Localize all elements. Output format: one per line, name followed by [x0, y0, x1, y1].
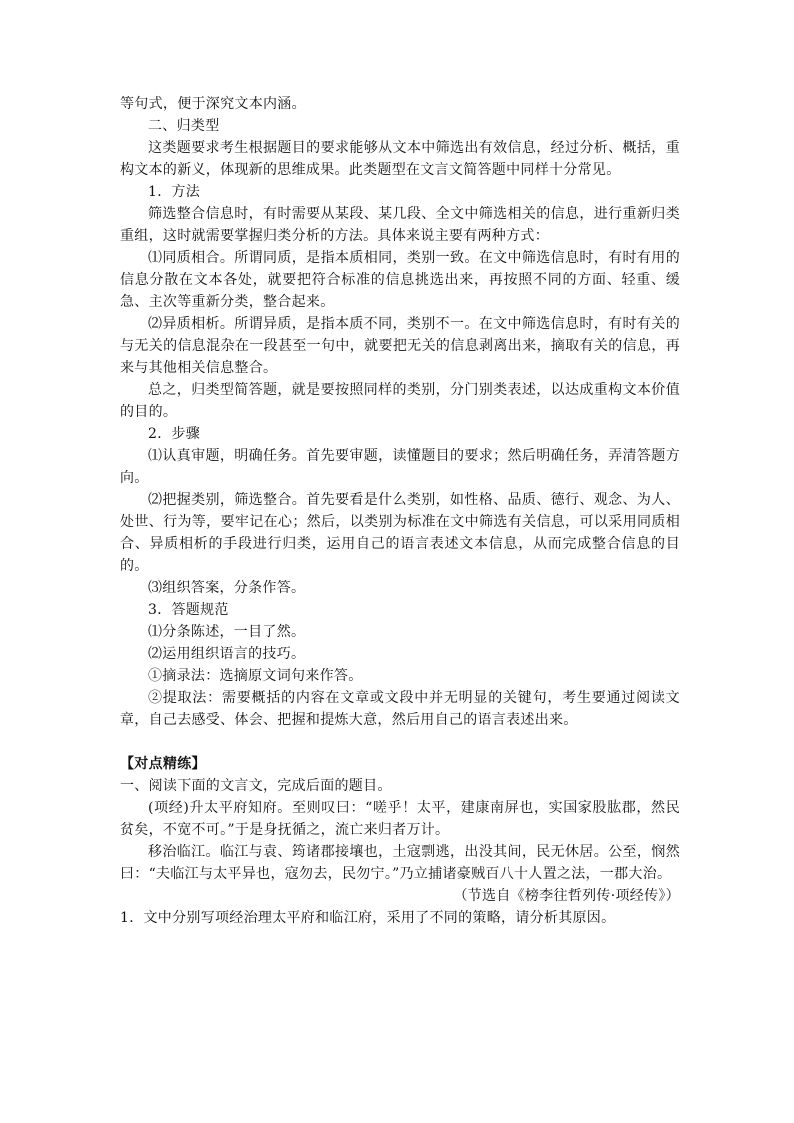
paragraph: ⑴认真审题，明确任务。首先要审题，读懂题目的要求；然后明确任务，弄清答题方向。 — [120, 448, 680, 486]
text-line: ⑵运用组织语言的技巧。 — [148, 646, 306, 662]
spacer — [120, 731, 680, 753]
question-text: 1．文中分别写项经治理太平府和临江府，采用了不同的策略，请分析其原因。 — [120, 910, 616, 926]
source-citation: （节选自《榜李往哲列传·项经传》） — [453, 888, 680, 904]
text-line: ⑴分条陈述，一目了然。 — [148, 624, 306, 640]
section-heading: 二、归类型 — [148, 118, 220, 134]
paragraph: 总之，归类型简答题，就是要按照同样的类别，分门别类表述，以达成重构文本价值的目的。 — [120, 382, 680, 420]
question-intro: 一、阅读下面的文言文，完成后面的题目。 — [120, 778, 392, 794]
practice-heading: 【对点精练】 — [120, 756, 206, 772]
paragraph: 这类题要求考生根据题目的要求能够从文本中筛选出有效信息，经过分析、概括，重构文本的新义，体现新的思维成果。此类题型在文言文简答题中同样十分常见。 — [120, 140, 680, 178]
subsection-heading: 1．方法 — [148, 184, 201, 200]
classical-passage: (项经)升太平府知府。至则叹曰：“嗟乎！太平，建康南屏也，实国家股肱郡，然民贫矣，不宽不可。”于是身抚循之，流亡来归者万计。 — [120, 800, 680, 838]
classical-passage: 移治临江。临江与袁、筠诸郡接壤也，土寇剽逃，出没其间，民无休居。公至，悯然曰：“夫临江与太平异也，寇勿去，民勿宁。”乃立捕诸豪贼百八十人置之法，一郡大治。 — [120, 844, 680, 882]
subsection-heading: 3．答题规范 — [148, 602, 229, 618]
subsection-heading: 2．步骤 — [148, 426, 201, 442]
text-line: ⑶组织答案，分条作答。 — [148, 580, 306, 596]
paragraph: ②提取法：需要概括的内容在文章或文段中并无明显的关键句，考生要通过阅读文章，自己去感受、体会、把握和提炼大意，然后用自己的语言表述出来。 — [120, 690, 680, 728]
document-page — [120, 93, 680, 929]
text-line: 等句式，便于深究文本内涵。 — [120, 96, 306, 112]
text-line: ①摘录法：选摘原文词句来作答。 — [148, 668, 363, 684]
paragraph: ⑴同质相合。所谓同质，是指本质相同，类别一致。在文中筛选信息时，有时有用的信息分散在文本各处，就要把符合标准的信息挑选出来，再按照不同的方面、轻重、缓急、主次等重新分类，整合起来。 — [120, 250, 680, 310]
paragraph: ⑵把握类别，筛选整合。首先要看是什么类别，如性格、品质、德行、观念、为人、处世、行为等，要牢记在心；然后，以类别为标准在文中筛选有关信息，可以采用同质相合、异质相析的手段进行归类，运用自己的语言表述文本信息，从而完成整合信息的目的。 — [120, 492, 680, 574]
paragraph: 筛选整合信息时，有时需要从某段、某几段、全文中筛选相关的信息，进行重新归类重组，这时就需要掌握归类分析的方法。具体来说主要有两种方式： — [120, 206, 680, 244]
paragraph: ⑵异质相析。所谓异质，是指本质不同，类别不一。在文中筛选信息时，有时有关的与无关的信息混杂在一段甚至一句中，就要把无关的信息剥离出来，摘取有关的信息，再来与其他相关信息整合。 — [120, 316, 680, 376]
